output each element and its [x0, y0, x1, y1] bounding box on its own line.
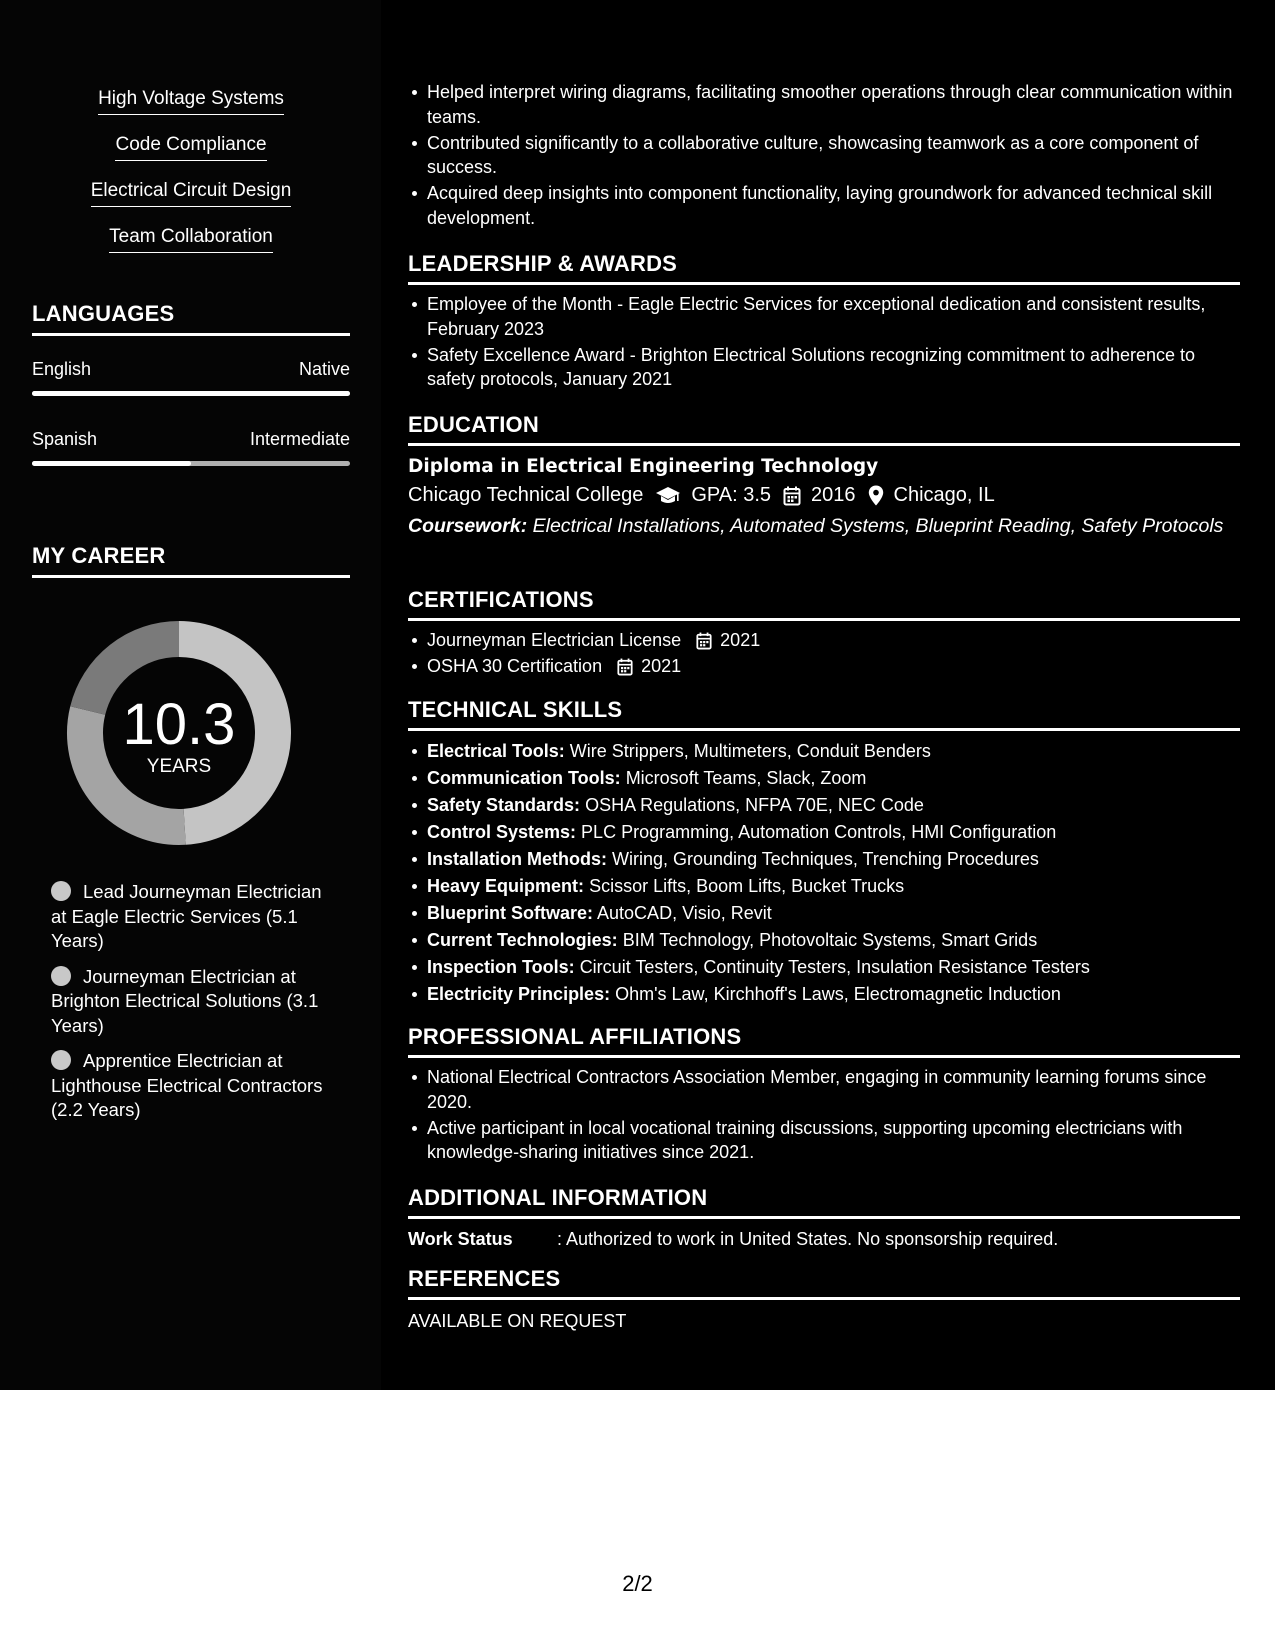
certifications-heading: CERTIFICATIONS [408, 587, 1240, 621]
experience-bullet: Helped interpret wiring diagrams, facilitating smoother operations through clear communication within teams. [427, 80, 1240, 129]
experience-bullet: Contributed significantly to a collaborative culture, showcasing teamwork as a core component of success. [427, 131, 1240, 180]
certification-year: 2021 [641, 656, 682, 676]
language-english [32, 357, 350, 396]
skill-category: Electrical Tools: [427, 741, 565, 761]
skill-category: Inspection Tools: [427, 957, 575, 977]
sidebar [0, 0, 381, 1390]
work-status-row [408, 1227, 1240, 1251]
calendar-icon [617, 656, 633, 676]
work-status-label: Work Status [408, 1229, 513, 1249]
education-heading: EDUCATION [408, 412, 1240, 446]
experience-section [408, 80, 1240, 232]
skill-values: Scissor Lifts, Boom Lifts, Bucket Trucks [589, 876, 905, 896]
technical-skills-section [408, 697, 1240, 1009]
language-spanish [32, 427, 350, 466]
language-bar [32, 461, 350, 466]
career-item-text: Lead Journeyman Electrician at Eagle Electric Services (5.1 Years) [51, 881, 322, 951]
location-pin-icon [868, 480, 884, 510]
skill-values: Ohm's Law, Kirchhoff's Laws, Electromagnetic Induction [615, 984, 1061, 1004]
technical-skill-item [427, 955, 1240, 980]
technical-skills-heading: TECHNICAL SKILLS [408, 697, 1240, 731]
career-unit: YEARS [146, 756, 212, 777]
work-status-value: : Authorized to work in United States. No sponsorship required. [557, 1229, 1059, 1249]
skill-values: BIM Technology, Photovoltaic Systems, Smart Grids [622, 930, 1038, 950]
certification-item [427, 628, 1240, 653]
skill-values: OSHA Regulations, NFPA 70E, NEC Code [585, 795, 924, 815]
page-number: 2/2 [622, 1571, 653, 1596]
skills-list [32, 86, 350, 270]
career-item [51, 965, 341, 1039]
skill-category: Heavy Equipment: [427, 876, 585, 896]
skill-values: AutoCAD, Visio, Revit [597, 903, 772, 923]
school-name: Chicago Technical College [408, 484, 644, 506]
technical-skill-item [427, 793, 1240, 818]
references-heading: REFERENCES [408, 1266, 1240, 1300]
references-section [408, 1266, 1240, 1333]
skill-category: Control Systems: [427, 822, 577, 842]
coursework-text: Electrical Installations, Automated Systems, Blueprint Reading, Safety Protocols [532, 515, 1224, 537]
affiliation-item: National Electrical Contractors Association Member, engaging in community learning forums since 2020. [427, 1065, 1240, 1114]
skill-values: Wiring, Grounding Techniques, Trenching Procedures [612, 849, 1039, 869]
career-item [51, 1049, 341, 1123]
skill-item: Code Compliance [115, 132, 266, 161]
skill-category: Safety Standards: [427, 795, 581, 815]
technical-skill-item [427, 928, 1240, 953]
career-item-text: Journeyman Electrician at Brighton Electrical Solutions (3.1 Years) [51, 965, 319, 1036]
bullet-dot-icon [51, 881, 71, 901]
school-location: Chicago, IL [893, 484, 995, 506]
skill-item: Electrical Circuit Design [91, 178, 292, 207]
technical-skill-item [427, 766, 1240, 791]
additional-info-section [408, 1185, 1240, 1251]
skill-category: Current Technologies: [427, 930, 618, 950]
language-level: Native [298, 359, 350, 379]
skill-values: Wire Strippers, Multimeters, Conduit Benders [569, 741, 931, 761]
certification-item [427, 654, 1240, 679]
skill-category: Electricity Principles: [427, 984, 611, 1004]
leadership-section [408, 251, 1240, 393]
career-list [51, 880, 341, 1134]
skill-category: Blueprint Software: [427, 903, 594, 923]
degree-title: Diploma in Electrical Engineering Technology [408, 456, 879, 477]
languages-heading: LANGUAGES [32, 301, 350, 336]
award-item: Safety Excellence Award - Brighton Electrical Solutions recognizing commitment to adherence to safety protocols, January 2021 [427, 343, 1240, 392]
technical-skill-item [427, 874, 1240, 899]
language-bar [32, 391, 350, 396]
language-bar-fill [32, 391, 350, 396]
skill-values: Circuit Testers, Continuity Testers, Insulation Resistance Testers [579, 957, 1090, 977]
career-item [51, 880, 341, 954]
bullet-dot-icon [51, 1050, 71, 1070]
gpa: GPA: 3.5 [691, 484, 772, 506]
affiliation-item: Active participant in local vocational training discussions, supporting upcoming electricians with knowledge-sharing initiatives since 2021. [427, 1116, 1240, 1165]
skill-values: Microsoft Teams, Slack, Zoom [625, 768, 867, 788]
calendar-icon [783, 480, 801, 510]
affiliations-section [408, 1024, 1240, 1166]
technical-skill-item [427, 901, 1240, 926]
certifications-section [408, 587, 1240, 680]
additional-info-heading: ADDITIONAL INFORMATION [408, 1185, 1240, 1219]
skill-category: Communication Tools: [427, 768, 621, 788]
graduation-cap-icon [655, 480, 681, 510]
references-value: AVAILABLE ON REQUEST [408, 1311, 627, 1331]
skill-item: High Voltage Systems [98, 86, 284, 115]
career-heading: MY CAREER [32, 543, 350, 578]
skill-item: Team Collaboration [109, 224, 273, 253]
career-item-text: Apprentice Electrician at Lighthouse Electrical Contractors (2.2 Years) [51, 1050, 323, 1120]
certification-name: OSHA 30 Certification [427, 656, 603, 676]
career-total: 10.3 [122, 692, 236, 757]
technical-skill-item [427, 820, 1240, 845]
technical-skill-item [427, 982, 1240, 1007]
technical-skill-item [427, 739, 1240, 764]
certification-year: 2021 [720, 630, 761, 650]
affiliations-heading: PROFESSIONAL AFFILIATIONS [408, 1024, 1240, 1058]
graduation-year: 2016 [811, 484, 856, 506]
calendar-icon [696, 630, 712, 650]
coursework [408, 514, 1240, 539]
language-level: Intermediate [249, 429, 350, 449]
language-name: Spanish [32, 429, 98, 449]
bullet-dot-icon [51, 966, 71, 986]
career-donut-chart [66, 620, 292, 846]
skill-category: Installation Methods: [427, 849, 607, 869]
language-name: English [32, 359, 92, 379]
technical-skill-item [427, 847, 1240, 872]
experience-bullet: Acquired deep insights into component functionality, laying groundwork for advanced technical skill development. [427, 181, 1240, 230]
language-bar-fill [32, 461, 191, 466]
skill-values: PLC Programming, Automation Controls, HMI Configuration [581, 822, 1057, 842]
award-item: Employee of the Month - Eagle Electric Services for exceptional dedication and consistent results, February 2023 [427, 292, 1240, 341]
leadership-heading: LEADERSHIP & AWARDS [408, 251, 1240, 285]
education-meta [408, 480, 1240, 510]
education-section [408, 412, 1240, 539]
certification-name: Journeyman Electrician License [427, 630, 682, 650]
coursework-label: Coursework: [408, 515, 528, 537]
